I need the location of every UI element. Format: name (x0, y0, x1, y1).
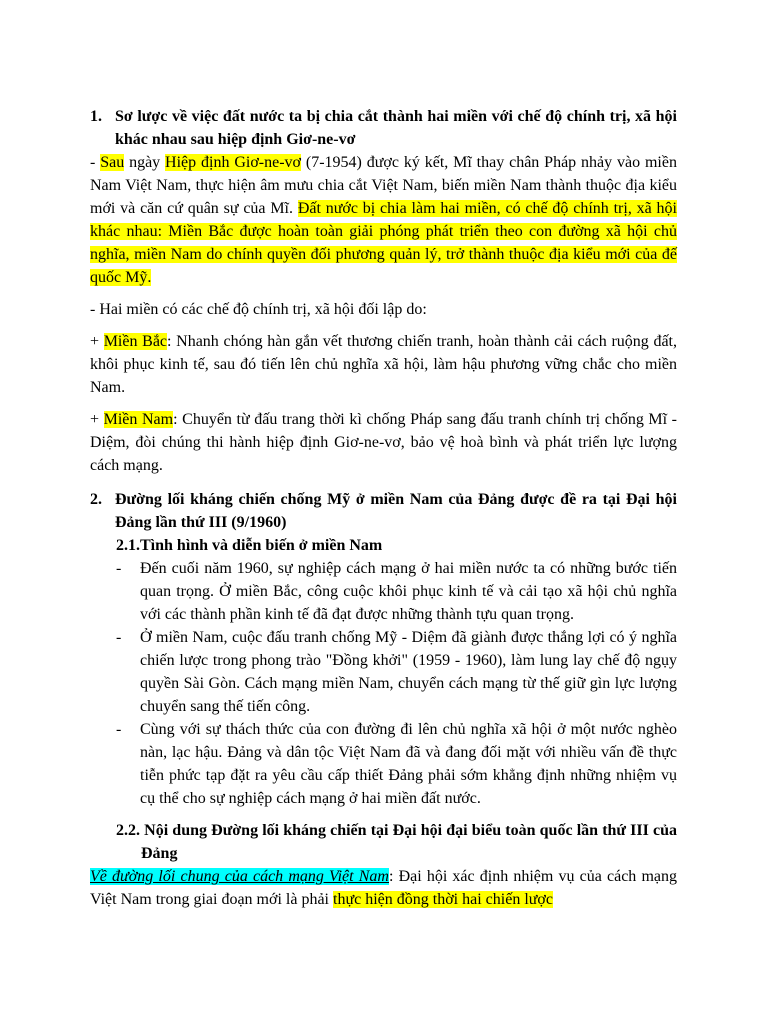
text-run: : Đại hội xác định nhiệm vụ của cách mạng Việt Nam trong giai đoạn mới là phải (90, 868, 678, 908)
section-1-title: Sơ lược về việc đất nước ta bị chia cắt thành hai miền với chế độ chính trị, xã hội khác nhau sau hiệp định Giơ-ne-vơ (115, 108, 677, 148)
dash-marker: - (116, 560, 122, 577)
plus-marker: + (90, 411, 104, 428)
dash-marker: - (90, 154, 101, 171)
list-item-text: Cùng với sự thách thức của con đường đi lên chủ nghĩa xã hội ở một nước nghèo nàn, lạc hậu. Đảng và dân tộc Việt Nam đã và đang đối mặt với nhiều vấn đề thực tiễn phức tạp đặt ra yêu cầu cấp thiết Đảng phải sớm khẳng định những nhiệm vụ cụ thể cho sự nghiệp cách mạng ở hai miền đất nước. (140, 721, 677, 807)
list-item (116, 626, 677, 718)
subsection-2-1-list (90, 557, 677, 810)
list-item-text: Đến cuối năm 1960, sự nghiệp cách mạng ở hai miền nước ta có những bước tiến quan trọng. Ở miền Bắc, công cuộc khôi phục kinh tế và cải tạo xã hội chủ nghĩa với các thành phần kinh tế đã đạt được những thành tựu quan trọng. (140, 560, 677, 623)
section-2-heading (90, 488, 677, 534)
text-run: : Nhanh chóng hàn gắn vết thương chiến tranh, hoàn thành cải cách ruộng đất, khôi phục kinh tế, sau đó tiến lên chủ nghĩa xã hội, làm hậu phương vững chắc cho miền Nam. (90, 333, 677, 396)
highlight-mien-bac: Miền Bắc (103, 333, 168, 350)
text-run: : Chuyển từ đấu trang thời kì chống Pháp sang đấu tranh chính trị chống Mĩ - Diệm, đòi chúng thi hành hiệp định Giơ-ne-vơ, bảo vệ hoà bình và phát triển lực lượng cách mạng. (90, 411, 678, 474)
text-run: ngày (124, 154, 166, 171)
subsection-2-1-heading: 2.1.Tình hình và diễn biến ở miền Nam (116, 537, 383, 554)
highlight-mien-nam: Miền Nam (103, 411, 174, 428)
highlight-hiep-dinh: Hiệp định Giơ-ne-vơ (165, 154, 302, 171)
text-run: (7-1954) được ký kết, Mĩ thay chân Pháp nhảy vào miền Nam Việt Nam, thực hiện âm mưu chia cắt Việt Nam, biến miền Nam thành thuộc địa kiểu mới và căn cứ quân sự của Mĩ. (90, 154, 677, 217)
dash-marker: - (116, 721, 122, 738)
list-item (116, 557, 677, 626)
document-page (90, 105, 677, 911)
section-1-paragraph-mien-nam (90, 408, 677, 477)
section-1-heading (90, 105, 677, 151)
list-item-text: Ở miền Nam, cuộc đấu tranh chống Mỹ - Diệm đã giành được thắng lợi có ý nghĩa chiến lược trong phong trào "Đồng khởi" (1959 - 1960), làm lung lay chế độ ngụy quyền Sài Gòn. Cách mạng miền Nam, chuyển cách mạng từ thế giữ gìn lực lượng chuyển sang thế tiến công. (140, 629, 677, 715)
section-1-paragraph-1 (90, 151, 677, 289)
highlight-sau: Sau (100, 154, 125, 171)
highlight-duong-loi-chung: Về đường lối chung của cách mạng Việt Nam (90, 868, 389, 885)
section-1-paragraph-2: - Hai miền có các chế độ chính trị, xã hội đối lập do: (90, 301, 427, 318)
section-2-last-paragraph (90, 865, 677, 911)
highlight-hai-chien-luoc: thực hiện đồng thời hai chiến lược (333, 891, 553, 908)
subsection-2-2-heading: 2.2. Nội dung Đường lối kháng chiến tại Đại hội đại biểu toàn quốc lần thứ III của Đảng (116, 822, 677, 862)
highlight-dat-nuoc: Đất nước bị chia làm hai miền, có chế độ chính trị, xã hội khác nhau: Miền Bắc được hoàn toàn giải phóng phát triển theo con đường xã hội chủ nghĩa, miền Nam do chính quyền đối phương quản lý, trở thành thuộc địa kiểu mới của đế quốc Mỹ. (90, 200, 677, 286)
plus-marker: + (90, 333, 104, 350)
dash-marker: - (116, 629, 122, 646)
section-2-title: Đường lối kháng chiến chống Mỹ ở miền Nam của Đảng được đề ra tại Đại hội Đảng lần thứ III (9/1960) (115, 491, 677, 531)
section-2-number: 2. (90, 491, 102, 508)
section-1-number: 1. (90, 108, 102, 125)
list-item (116, 718, 677, 810)
section-1-paragraph-mien-bac (90, 330, 677, 399)
